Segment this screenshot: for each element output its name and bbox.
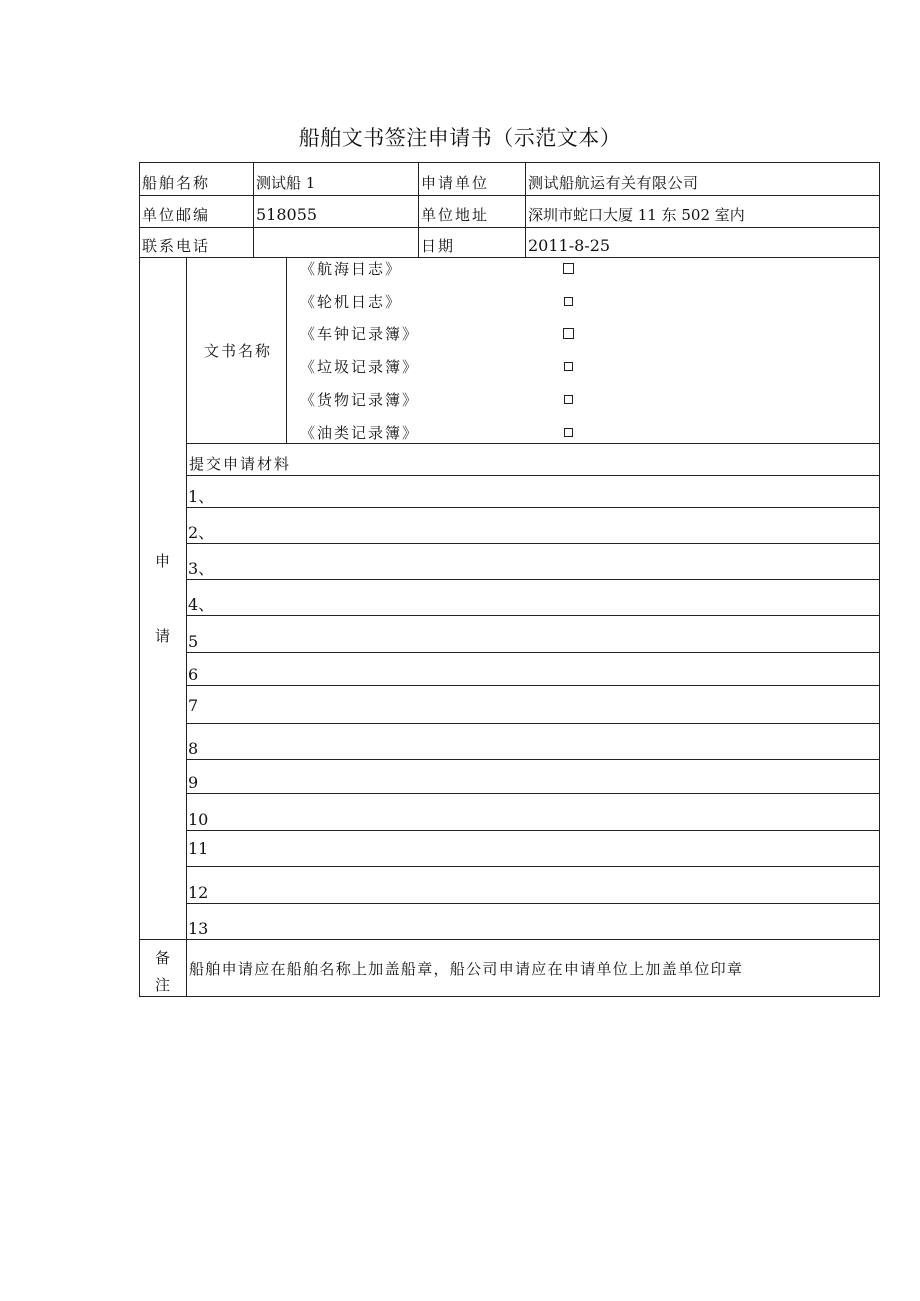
- material-item: 12: [188, 883, 209, 902]
- row-divider: [186, 793, 880, 794]
- ship-name-value: 测试船 1: [256, 174, 316, 192]
- remarks-label-2: 注: [155, 976, 173, 994]
- row-divider: [186, 759, 880, 760]
- doc-name-divider: [286, 257, 287, 443]
- row-divider: [186, 903, 880, 904]
- doc-checkbox[interactable]: [564, 362, 573, 371]
- remarks-text: 船舶申请应在船舶名称上加盖船章，船公司申请应在申请单位上加盖单位印章: [189, 960, 744, 978]
- material-item: 4、: [188, 595, 215, 614]
- material-item: 8: [188, 739, 199, 758]
- postcode-value: 518055: [256, 205, 318, 224]
- page-title: 船舶文书签注申请书（示范文本）: [298, 126, 622, 150]
- doc-checkbox[interactable]: [564, 297, 573, 306]
- material-item: 6: [188, 665, 199, 684]
- material-item: 13: [188, 919, 209, 938]
- doc-name-label: 文书名称: [204, 342, 273, 360]
- phone-label: 联系电话: [142, 237, 211, 255]
- material-item: 1、: [188, 487, 215, 506]
- material-item: 11: [188, 839, 209, 858]
- doc-item: 《油类记录簿》: [300, 424, 420, 442]
- row-divider: [186, 507, 880, 508]
- section-label-apply-2: 请: [155, 627, 173, 645]
- postcode-label: 单位邮编: [142, 206, 211, 224]
- doc-checkbox[interactable]: [564, 395, 573, 404]
- doc-item: 《车钟记录簿》: [300, 325, 420, 343]
- row-divider: [186, 615, 880, 616]
- doc-item: 《垃圾记录簿》: [300, 358, 420, 376]
- row-divider: [186, 866, 880, 867]
- column-divider: [525, 162, 526, 257]
- doc-checkbox[interactable]: [564, 428, 573, 437]
- date-label: 日期: [421, 237, 456, 255]
- material-item: 2、: [188, 523, 215, 542]
- section-label-divider: [186, 257, 187, 997]
- table-border-bottom: [139, 996, 880, 997]
- remarks-label-1: 备: [155, 949, 173, 967]
- row-divider: [186, 443, 880, 444]
- materials-label: 提交申请材料: [189, 455, 292, 473]
- column-divider: [253, 162, 254, 257]
- material-item: 3、: [188, 559, 215, 578]
- applicant-value: 测试船航运有关有限公司: [528, 174, 699, 192]
- material-item: 9: [188, 773, 199, 792]
- row-divider: [186, 543, 880, 544]
- row-divider: [139, 195, 880, 196]
- row-divider: [186, 685, 880, 686]
- doc-checkbox[interactable]: [563, 328, 574, 339]
- doc-item: 《轮机日志》: [300, 293, 403, 311]
- row-divider: [186, 579, 880, 580]
- ship-name-label: 船舶名称: [142, 174, 211, 192]
- material-item: 10: [188, 810, 209, 829]
- row-divider: [139, 939, 880, 940]
- table-border-left: [139, 162, 140, 997]
- address-value: 深圳市蛇口大厦 11 东 502 室内: [528, 206, 745, 224]
- address-label: 单位地址: [421, 206, 490, 224]
- row-divider: [186, 723, 880, 724]
- row-divider: [139, 227, 880, 228]
- table-border-top: [139, 162, 880, 163]
- date-value: 2011-8-25: [528, 236, 611, 255]
- doc-item: 《货物记录簿》: [300, 391, 420, 409]
- material-item: 7: [188, 696, 199, 715]
- row-divider: [186, 830, 880, 831]
- applicant-label: 申请单位: [421, 174, 490, 192]
- material-item: 5: [188, 632, 199, 651]
- doc-checkbox[interactable]: [563, 263, 574, 274]
- doc-item: 《航海日志》: [300, 260, 403, 278]
- row-divider: [186, 475, 880, 476]
- section-label-apply-1: 申: [155, 552, 173, 570]
- row-divider: [139, 257, 880, 258]
- column-divider: [418, 162, 419, 257]
- row-divider: [186, 652, 880, 653]
